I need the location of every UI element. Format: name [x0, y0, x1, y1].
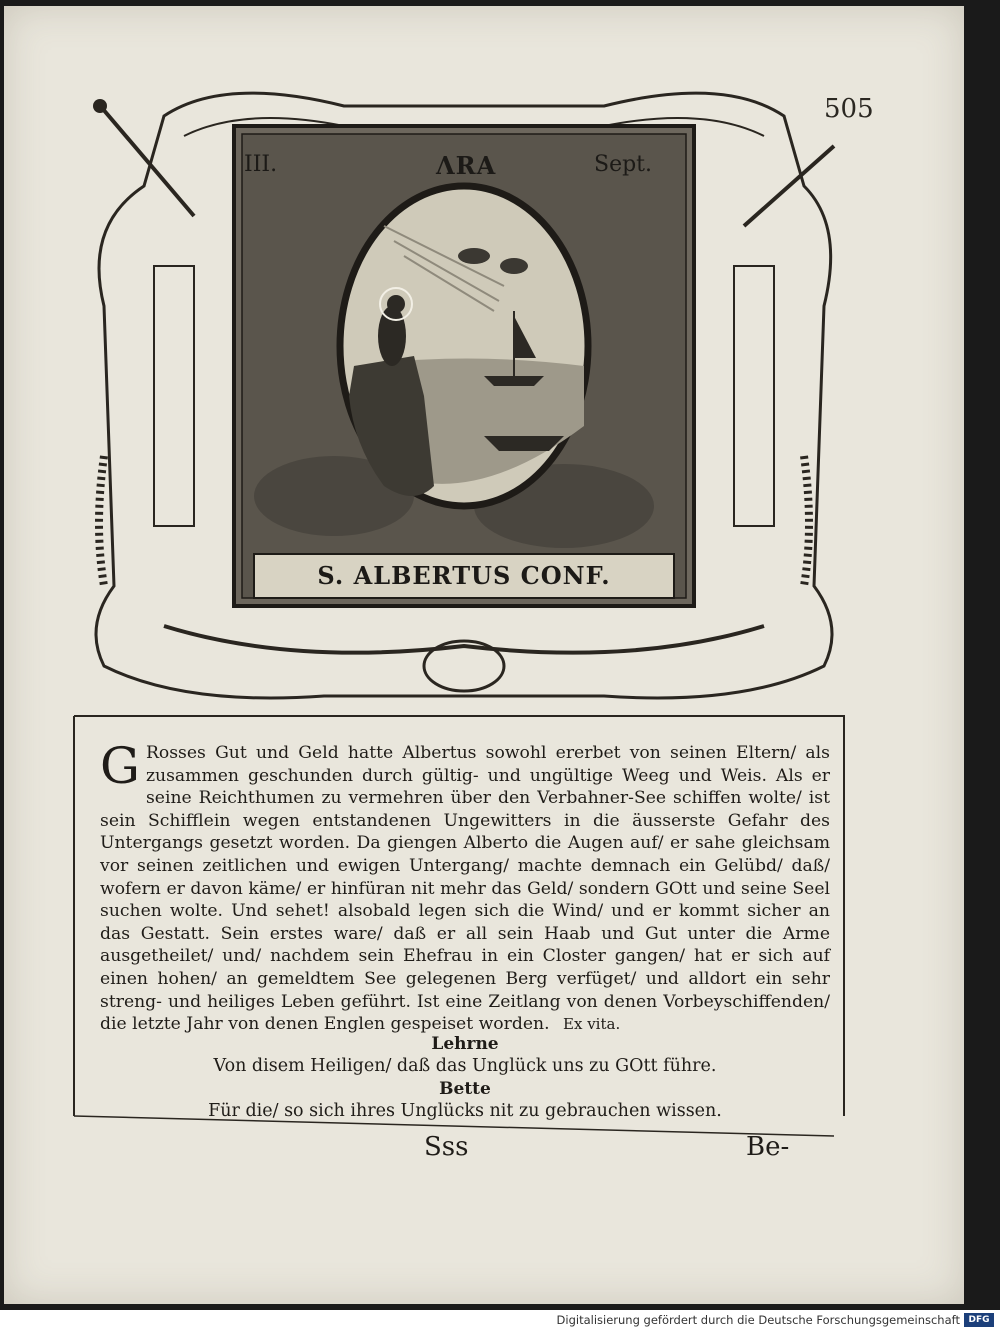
source-note: Ex vita. — [563, 1015, 621, 1034]
plate-header-center: ΛRA — [436, 151, 497, 180]
plate-header-left: III. — [244, 152, 278, 177]
funding-credit: Digitalisierung gefördert durch die Deutsche Forschungsgemeinschaft — [556, 1313, 960, 1327]
prayer-heading: Bette — [439, 1079, 491, 1099]
bottom-shell — [424, 641, 504, 691]
plate-caption: S. ALBERTUS CONF. — [317, 561, 611, 590]
plate-header-right: Sept. — [594, 152, 653, 177]
footer-bar — [0, 1310, 1000, 1331]
left-staff-knob — [93, 99, 107, 113]
drop-cap: G — [100, 737, 140, 795]
bottom-ornament — [164, 626, 764, 653]
right-staff — [744, 146, 834, 226]
lesson-heading: Lehrne — [431, 1034, 499, 1054]
saint-figure — [378, 306, 406, 366]
right-rope — [804, 456, 809, 586]
book-page — [4, 6, 964, 1304]
catchword: Be- — [746, 1132, 790, 1162]
biography-body: Rosses Gut und Geld hatte Albertus sowohl ererbet von seinen Eltern/ als zusammen geschunden durch gültig- und ungültige Weeg und Weis. Als er seine Reichthumen zu vermehren über den Verbahner-See schiffen wolte/ ist sein Schifflein wegen entstandenen Ungewitters in die äusserste Gefahr des Untergangs gesetzt worden. Da giengen Alberto die Augen auf/ er sahe gleichsam vor seinen zeitlichen und ewigen Untergang/ machte demnach ein Gelübd/ daß/ wofern er davon käme/ er hinfüran nit mehr das Geld/ sondern GOtt und seine Seel suchen wolte. Und sehet! alsobald legen sich die Wind/ und er kommt sicher an das Gestatt. Sein erstes ware/ daß er all sein Haab und Gut unter die Arme ausgetheilet/ und/ nachdem sein Ehefrau in ein Closter gangen/ hat er sich auf einen hohen/ an gemeldtem See gelegenen Berg verfüget/ und alldort ein sehr streng- und heiliges Leben geführt. Ist eine Zeitlang von denen Vorbeyschiffenden/ die letzte Jahr von denen Englen gespeiset worden. — [100, 743, 830, 1035]
angel-2 — [500, 258, 528, 274]
saint-head — [387, 295, 405, 313]
right-pilaster — [734, 266, 774, 526]
left-rope — [99, 456, 104, 586]
engraving-illustration — [44, 66, 884, 716]
prayer-text: Für die/ so sich ihres Unglücks nit zu gebrauchen wissen. — [208, 1101, 722, 1121]
left-pilaster — [154, 266, 194, 526]
dfg-logo-icon: DFG — [964, 1313, 994, 1327]
lesson-text: Von disem Heiligen/ daß das Unglück uns zu GOtt führe. — [213, 1056, 717, 1076]
page-number: 505 — [824, 94, 874, 124]
angel-1 — [458, 248, 490, 264]
ship-hull — [484, 376, 544, 386]
signature-mark: Sss — [424, 1132, 469, 1162]
left-staff — [102, 108, 194, 216]
biography-text — [100, 737, 830, 1036]
